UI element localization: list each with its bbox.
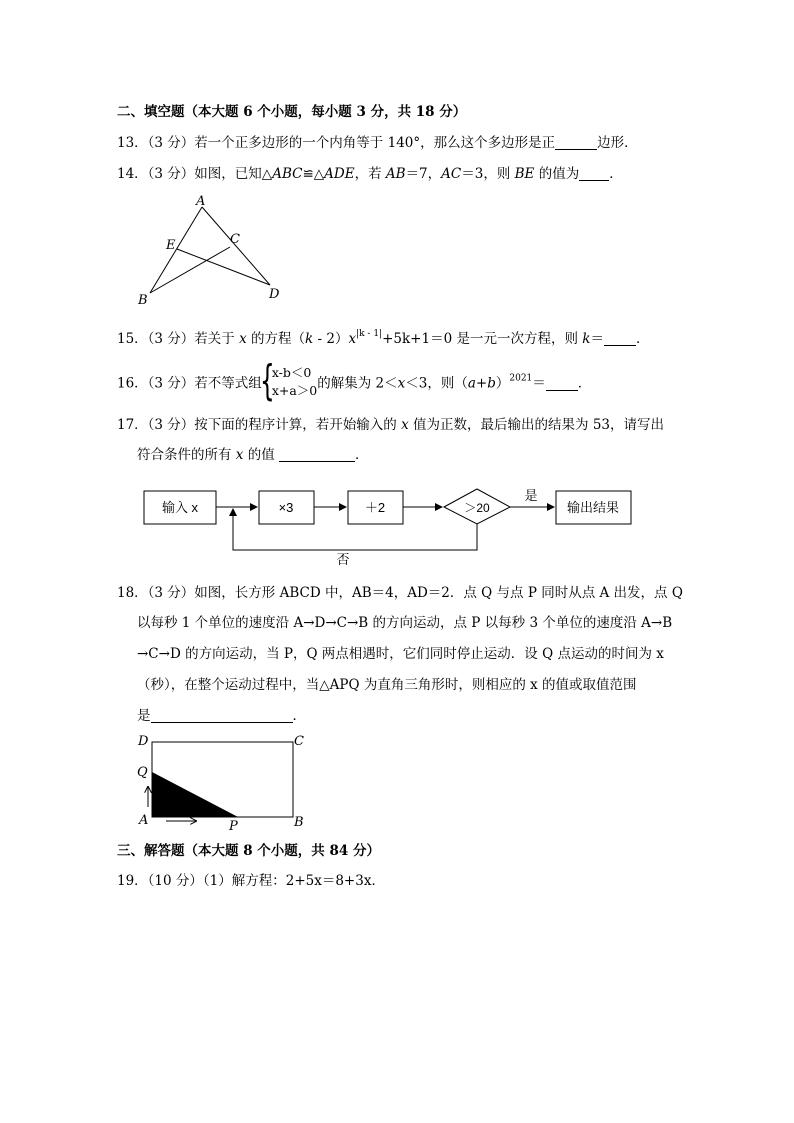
question-15	[117, 325, 649, 348]
q14-text: ，若	[354, 166, 386, 182]
question-18: 18．（3 分）如图，长方形 ABCD 中，AB＝4，AD＝2．点 Q 与点 P 同时从点 A 出发，点 Q	[117, 585, 683, 601]
q17-text: 的值	[243, 447, 280, 463]
label-b: B	[294, 815, 304, 830]
question-13	[117, 134, 638, 152]
segment-ab	[150, 207, 202, 293]
q15-k: k	[582, 331, 591, 347]
q16-exponent: 2021	[509, 373, 533, 384]
label-c: C	[294, 734, 304, 749]
q16-text-end: ．	[577, 375, 592, 392]
q16-a-plus-b: a+b	[467, 375, 496, 392]
condition-label: ＞20	[464, 501, 490, 515]
q14-ade: ADE	[324, 166, 355, 182]
q17-x: x	[235, 447, 244, 463]
q13-text: 13．（3 分）若一个正多边形的一个内角等于 140°，那么这个多边形是正	[117, 135, 556, 151]
answer-blank[interactable]	[579, 166, 609, 181]
q14-text: ＝7，	[405, 166, 442, 182]
label-a: A	[139, 813, 149, 828]
question-17	[117, 416, 664, 434]
q15-k: k	[305, 331, 314, 347]
question-14	[117, 165, 623, 183]
left-brace-icon: {	[259, 356, 275, 405]
q18-rectangle-figure	[134, 730, 314, 834]
question-18-line-3: →C→D 的方向运动，当 P，Q 两点相遇时，它们同时停止运动．设 Q 点运动的时间为 x	[137, 646, 664, 662]
q15-exponent: |k - 1|	[356, 329, 383, 339]
q14-text: ＝3，则	[461, 166, 515, 182]
segment-ed	[177, 249, 270, 285]
q14-congruent: ≌△	[302, 166, 325, 182]
q16-text: 16．（3 分）若不等式组	[117, 375, 262, 392]
q15-text: - 2）	[313, 331, 349, 347]
question-16	[117, 356, 592, 405]
input-label: 输入 x	[161, 500, 199, 515]
inequality-row-1: x-b＜0	[271, 365, 312, 380]
label-c: C	[230, 232, 240, 247]
q14-be: BE	[514, 166, 535, 182]
q17-text: 符合条件的所有	[137, 447, 236, 463]
q14-text-end: ．	[609, 166, 623, 182]
q17-text-end: ．	[355, 447, 369, 463]
inequality-row-2: x+a＞0	[271, 383, 318, 398]
answer-blank[interactable]	[555, 135, 597, 150]
no-label: 否	[336, 552, 350, 567]
add-label: ＋2	[364, 500, 386, 515]
q16-text: ）	[495, 375, 510, 392]
q18-text-end: ．	[292, 708, 306, 724]
q16-x: x	[397, 375, 406, 392]
label-a: A	[196, 194, 206, 209]
q14-ab: AB	[385, 166, 406, 182]
q15-text: 的方程（	[246, 331, 306, 347]
q16-text: ＜3，则（	[405, 375, 468, 392]
section-3-heading: 三、解答题（本大题 8 个小题，共 84 分）	[117, 843, 380, 859]
output-label: 输出结果	[566, 500, 620, 515]
inequality-system	[259, 356, 318, 405]
answer-blank[interactable]	[151, 708, 293, 723]
answer-blank[interactable]	[604, 331, 636, 346]
question-18-line-5	[137, 707, 306, 725]
q17-text: 值为正数，最后输出的结果为 53，请写出	[408, 417, 664, 433]
q15-text: +5k+1＝0 是一元一次方程，则	[382, 331, 583, 347]
q17-text: 17．（3 分）按下面的程序计算，若开始输入的	[117, 417, 402, 433]
yes-label: 是	[524, 488, 538, 503]
q15-x: x	[239, 331, 247, 347]
question-19: 19．（10 分）（1）解方程：2+5x＝8+3x．	[117, 873, 385, 889]
label-e: E	[166, 238, 176, 253]
q14-ac: AC	[441, 166, 462, 182]
triangle-apq	[152, 772, 238, 817]
q18-text: 是	[137, 708, 151, 724]
q16-text: 的解集为 2＜	[317, 375, 398, 392]
multiply-label: ×3	[278, 500, 294, 515]
q14-triangle-figure	[130, 192, 290, 310]
q15-text: ＝	[590, 331, 604, 347]
label-p: P	[229, 819, 238, 834]
answer-blank[interactable]	[279, 447, 355, 462]
q17-x: x	[401, 417, 409, 433]
q15-x: x	[348, 331, 357, 347]
q14-text: 14．（3 分）如图，已知△	[117, 166, 273, 182]
q17-flowchart	[135, 484, 645, 568]
q16-text: ＝	[532, 375, 546, 392]
q15-text-end: ．	[635, 331, 650, 347]
label-d: D	[269, 287, 280, 302]
q13-text-end: 边形．	[597, 135, 638, 151]
q14-text: 的值为	[534, 166, 580, 182]
q14-abc: ABC	[272, 166, 303, 182]
label-b: B	[138, 293, 148, 308]
label-q: Q	[137, 765, 148, 780]
q15-text: 15．（3 分）若关于	[117, 331, 240, 347]
answer-blank[interactable]	[546, 376, 578, 391]
section-2-heading: 二、填空题（本大题 6 个小题，每小题 3 分，共 18 分）	[117, 104, 467, 120]
question-18-line-4: （秒），在整个运动过程中，当△APQ 为直角三角形时，则相应的 x 的值或取值范围	[137, 677, 637, 693]
question-18-line-2: 以每秒 1 个单位的速度沿 A→D→C→B 的方向运动，点 P 以每秒 3 个单位的速度沿 A→B	[137, 615, 673, 631]
label-d: D	[138, 734, 149, 749]
question-17-line-2	[137, 446, 369, 464]
